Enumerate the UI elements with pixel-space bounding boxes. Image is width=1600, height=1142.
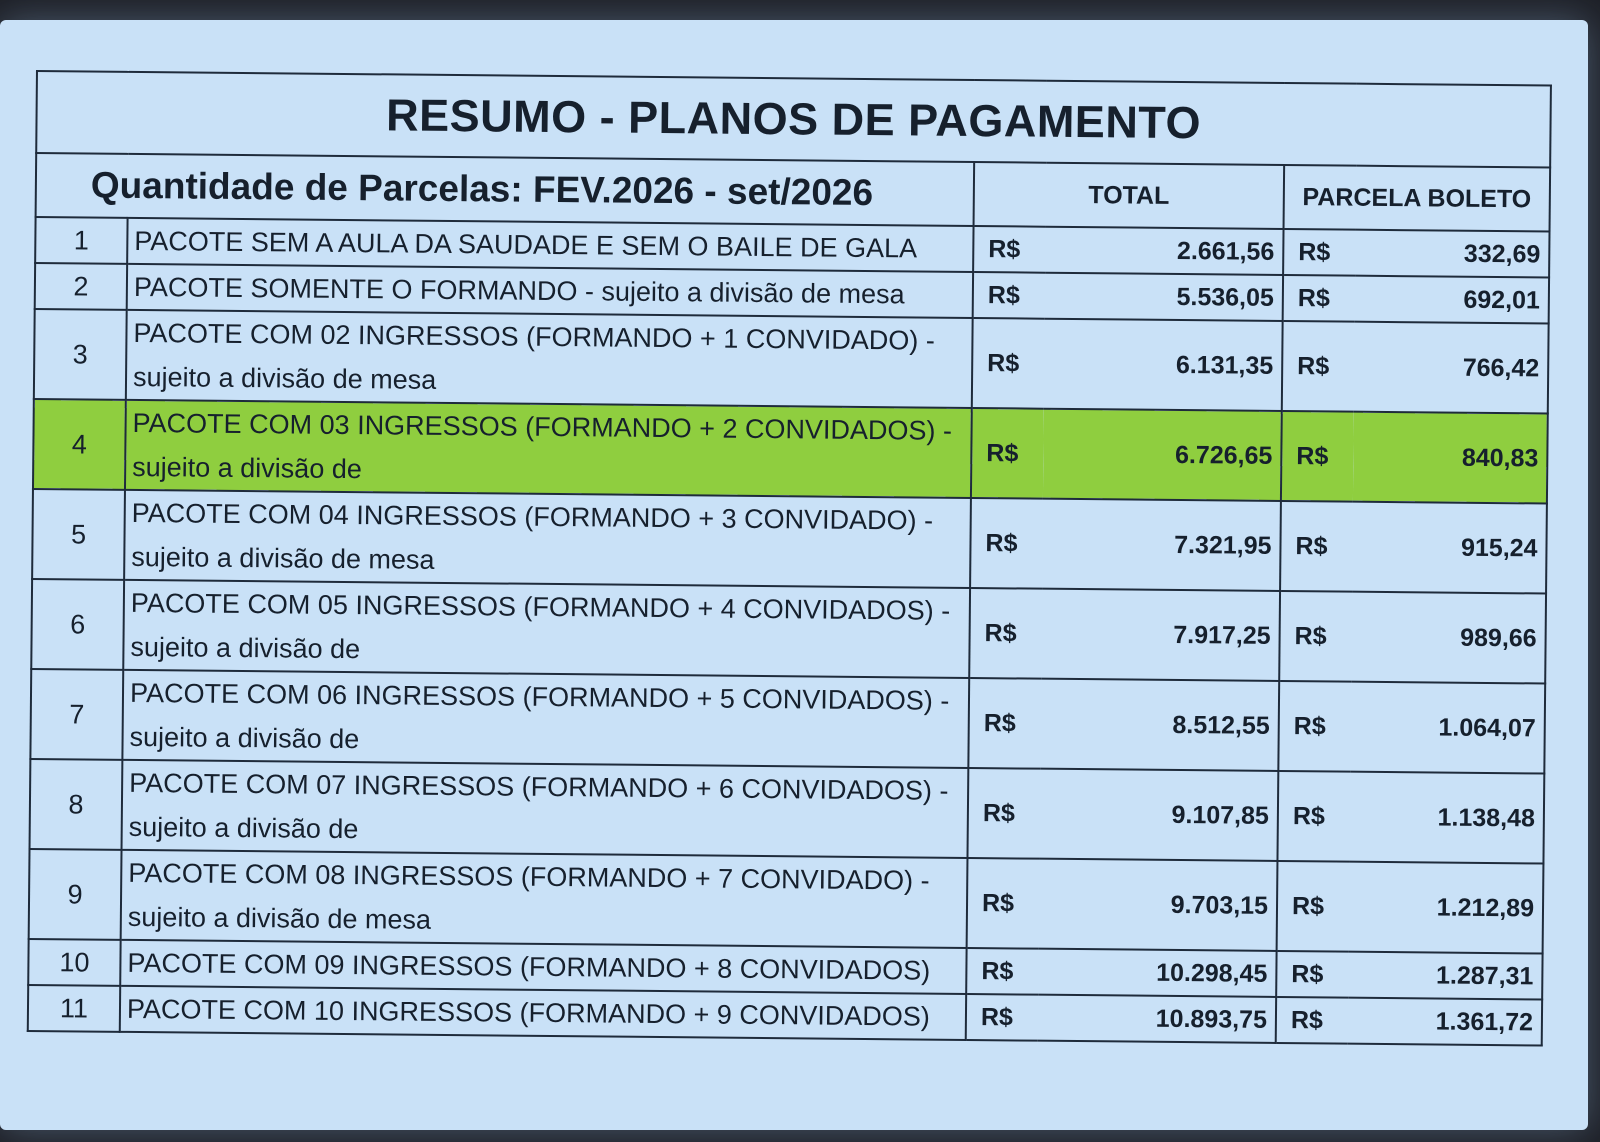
description-line-1: PACOTE COM 03 INGRESSOS (FORMANDO + 2 CONVIDADOS) -: [132, 407, 953, 446]
row-number: 3: [34, 309, 127, 400]
description-line-2: sujeito a divisão de mesa: [132, 361, 437, 395]
parcela-currency: R$: [1276, 997, 1348, 1044]
parcela-currency: R$: [1278, 681, 1351, 772]
total-value: 7.917,25: [1041, 589, 1280, 681]
parcela-currency: R$: [1276, 951, 1348, 998]
parcela-currency: R$: [1283, 275, 1355, 322]
table-title: RESUMO - PLANOS DE PAGAMENTO: [36, 71, 1551, 168]
total-currency: R$: [973, 226, 1045, 273]
description-line-2: sujeito a divisão de: [130, 631, 361, 665]
table-body: [28, 217, 1550, 1045]
package-description: [122, 760, 969, 858]
parcela-currency: R$: [1283, 229, 1355, 276]
total-value: 6.726,65: [1043, 409, 1282, 501]
parcela-value: 1.212,89: [1349, 862, 1544, 954]
total-currency: R$: [967, 858, 1040, 949]
description-line-1: PACOTE COM 08 INGRESSOS (FORMANDO + 7 CONVIDADO) -: [128, 857, 930, 896]
description-line-1: PACOTE SEM A AULA DA SAUDADE E SEM O BAILE DE GALA: [134, 225, 918, 264]
parcela-currency: R$: [1277, 861, 1350, 952]
description-line-2: sujeito a divisão de mesa: [131, 541, 435, 575]
parcela-value: 915,24: [1352, 502, 1547, 594]
table-row: [33, 399, 1548, 504]
package-description: [122, 670, 969, 768]
total-currency: R$: [972, 318, 1045, 409]
row-number: 5: [32, 489, 125, 580]
row-number: 10: [28, 939, 120, 986]
row-number: 4: [33, 399, 126, 490]
title-row: [36, 71, 1551, 168]
row-number: 9: [29, 849, 122, 940]
column-header-parcela: PARCELA BOLETO: [1284, 165, 1551, 232]
row-number: 1: [35, 217, 127, 264]
package-description: [127, 218, 973, 272]
package-description: [127, 264, 973, 318]
total-value: 10.298,45: [1038, 949, 1276, 997]
parcela-value: 766,42: [1354, 322, 1549, 414]
description-line-2: sujeito a divisão de: [128, 811, 359, 845]
parcela-value: 1.287,31: [1348, 952, 1542, 1000]
parcela-value: 1.064,07: [1350, 682, 1545, 774]
total-currency: R$: [966, 994, 1038, 1041]
table-row: [34, 309, 1549, 414]
row-number: 11: [28, 985, 120, 1032]
parcela-value: 1.138,48: [1349, 772, 1544, 864]
table-row: [31, 579, 1546, 684]
table-row: [32, 489, 1547, 594]
package-description: [124, 490, 971, 588]
description-line-1: PACOTE COM 07 INGRESSOS (FORMANDO + 6 CONVIDADOS) -: [129, 767, 949, 806]
parcela-currency: R$: [1279, 591, 1352, 682]
parcela-currency: R$: [1281, 411, 1354, 502]
table-row: [30, 669, 1545, 774]
total-currency: R$: [970, 498, 1043, 589]
column-header-total: TOTAL: [974, 162, 1285, 229]
total-value: 10.893,75: [1038, 995, 1276, 1043]
total-value: 9.703,15: [1039, 859, 1278, 951]
parcela-value: 1.361,72: [1348, 998, 1542, 1046]
total-currency: R$: [967, 768, 1040, 859]
description-line-2: sujeito a divisão de mesa: [127, 901, 432, 935]
total-currency: R$: [973, 272, 1045, 319]
description-line-1: PACOTE COM 04 INGRESSOS (FORMANDO + 3 CONVIDADO) -: [131, 497, 934, 536]
parcela-currency: R$: [1280, 501, 1353, 592]
parcela-value: 989,66: [1351, 592, 1546, 684]
package-description: [120, 986, 966, 1040]
parcela-currency: R$: [1282, 321, 1355, 412]
description-line-2: sujeito a divisão de: [132, 451, 362, 485]
total-currency: R$: [969, 588, 1042, 679]
parcela-value: 692,01: [1355, 276, 1549, 324]
package-description: [123, 580, 970, 678]
parcela-value: 332,69: [1355, 230, 1549, 278]
description-line-1: PACOTE COM 09 INGRESSOS (FORMANDO + 8 CONVIDADOS): [127, 947, 931, 986]
projection-screen: [0, 20, 1588, 1130]
description-line-1: PACOTE COM 02 INGRESSOS (FORMANDO + 1 CONVIDADO) -: [133, 317, 935, 356]
total-value: 8.512,55: [1040, 679, 1279, 771]
package-description: [125, 400, 972, 498]
total-currency: R$: [966, 948, 1038, 995]
total-value: 2.661,56: [1045, 227, 1283, 275]
description-line-1: PACOTE COM 05 INGRESSOS (FORMANDO + 4 CONVIDADOS) -: [130, 587, 951, 626]
row-number: 7: [30, 669, 123, 760]
payment-plans-table: [27, 70, 1552, 1047]
description-line-1: PACOTE COM 06 INGRESSOS (FORMANDO + 5 CONVIDADOS) -: [129, 677, 950, 716]
total-value: 9.107,85: [1039, 769, 1278, 861]
table-row: [30, 759, 1545, 864]
total-value: 6.131,35: [1044, 319, 1283, 411]
row-number: 8: [30, 759, 123, 850]
total-currency: R$: [971, 408, 1044, 499]
description-line-2: sujeito a divisão de: [129, 721, 360, 755]
package-description: [120, 940, 966, 994]
table-row: [29, 849, 1544, 954]
row-number: 6: [31, 579, 124, 670]
parcela-value: 840,83: [1353, 412, 1548, 504]
installments-subtitle: Quantidade de Parcelas: FEV.2026 - set/2026: [36, 153, 975, 226]
package-description: [121, 850, 968, 948]
description-line-1: PACOTE COM 10 INGRESSOS (FORMANDO + 9 CONVIDADOS): [126, 993, 930, 1032]
total-value: 7.321,95: [1042, 499, 1281, 591]
row-number: 2: [35, 263, 127, 310]
total-currency: R$: [968, 678, 1041, 769]
description-line-1: PACOTE SOMENTE O FORMANDO - sujeito a divisão de mesa: [133, 271, 905, 310]
parcela-currency: R$: [1277, 771, 1350, 862]
total-value: 5.536,05: [1045, 273, 1283, 321]
package-description: [126, 310, 973, 408]
